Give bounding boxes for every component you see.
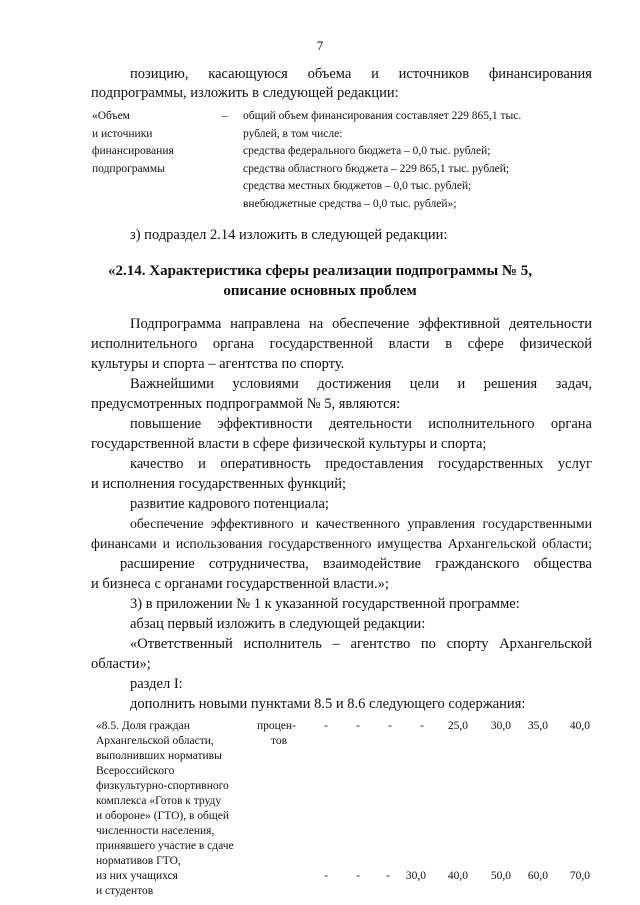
body-line: обеспечение эффективного и качественного управления государственными [130, 516, 592, 531]
finance-dash: – [222, 110, 228, 122]
body-line: качество и оперативность предоставления государственных услуг [130, 456, 592, 472]
body-line: расширение сотрудничества, взаимодействие гражданского общества [120, 556, 592, 572]
table-cell: 30,0 [405, 870, 426, 882]
table-cell: - [324, 720, 328, 732]
body-line: финансами и использования государственного имущества Архангельской области; [91, 536, 592, 551]
table-cell: 35,0 [527, 720, 548, 732]
table-cell: 50,0 [490, 870, 511, 882]
body-line: «Ответственный исполнитель – агентство по спорту Архангельской [130, 636, 592, 652]
body-line: абзац первый изложить в следующей редакции: [130, 616, 426, 632]
intro-word: источников [398, 66, 470, 82]
section-heading-line-1: «2.14. Характеристика сферы реализации подпрограммы № 5, [107, 263, 532, 279]
intro-word: и [371, 66, 379, 82]
table-cell: - [324, 870, 328, 882]
body-line: Важнейшими условиями достижения цели и решения задач, [130, 376, 592, 392]
body-line: 3) в приложении № 1 к указанной государственной программе: [130, 596, 520, 612]
table-cell: 40,0 [447, 870, 468, 882]
table-cell: - [420, 720, 424, 732]
intro-word: позицию, [130, 66, 189, 82]
finance-values: общий объем финансирования составляет 229 865,1 тыс. рублей, в том числе: средства федерального бюджета – 0,0 тыс. рублей; средства областного бюджета – 229 865,1 тыс. рублей; средства местных бюджетов – 0,0 тыс. рублей; внебюджетные средства – 0,0 тыс. рублей»; [243, 110, 522, 210]
page-number: 7 [316, 38, 324, 53]
table-cell: 25,0 [447, 720, 468, 732]
body-line: и исполнения государственных функций; [91, 476, 346, 492]
body-line: повышение эффективности деятельности исполнительного органа [130, 416, 592, 432]
table-cell: 70,0 [569, 870, 590, 882]
intro-word: финансирования [488, 66, 592, 82]
body-line: Подпрограмма направлена на обеспечение эффективной деятельности [130, 316, 592, 332]
row-label: «8.5. Доля граждан Архангельской области, выполнивших нормативы Всероссийского физкультурно-спортивного комплекса «Готов к труду и обороне» (ГТО), в общей численности населения, принявшего участие в сдаче нормативов ГТО, [96, 720, 234, 867]
body-line: области»; [91, 656, 151, 672]
table-cell: - [388, 720, 392, 732]
body-line: и бизнеса с органами государственной власти.»; [91, 576, 389, 592]
intro-line-2: подпрограммы, изложить в следующей редакции: [91, 85, 399, 101]
body-line: дополнить новыми пунктами 8.5 и 8.6 следующего содержания: [130, 696, 526, 712]
row-label: из них учащихся и студентов [96, 870, 178, 897]
body-line: исполнительного органа государственной власти в сфере физической [91, 336, 592, 352]
finance-label: «Объем и источники финансирования подпрограммы [92, 110, 174, 175]
table-cell: - [356, 720, 360, 732]
table-cell: 30,0 [490, 720, 511, 732]
table-cell: 60,0 [527, 870, 548, 882]
table-cell: 40,0 [569, 720, 590, 732]
subsection-instruction: з) подраздел 2.14 изложить в следующей редакции: [130, 227, 448, 243]
intro-word: касающуюся [208, 66, 288, 82]
body-line: государственной власти в сфере физической культуры и спорта; [91, 436, 487, 452]
intro-line-1 [130, 64, 592, 84]
body-line: раздел I: [130, 676, 183, 692]
body-line: развитие кадрового потенциала; [130, 496, 329, 512]
body-line: предусмотренных подпрограммой № 5, являются: [91, 396, 401, 412]
table-cell: - [356, 870, 360, 882]
row-unit: процен- тов [257, 720, 296, 747]
table-cell: - [386, 870, 390, 882]
body-line: культуры и спорта – агентства по спорту. [91, 356, 345, 372]
section-heading-line-2: описание основных проблем [223, 283, 417, 299]
intro-word: объема [307, 66, 352, 82]
